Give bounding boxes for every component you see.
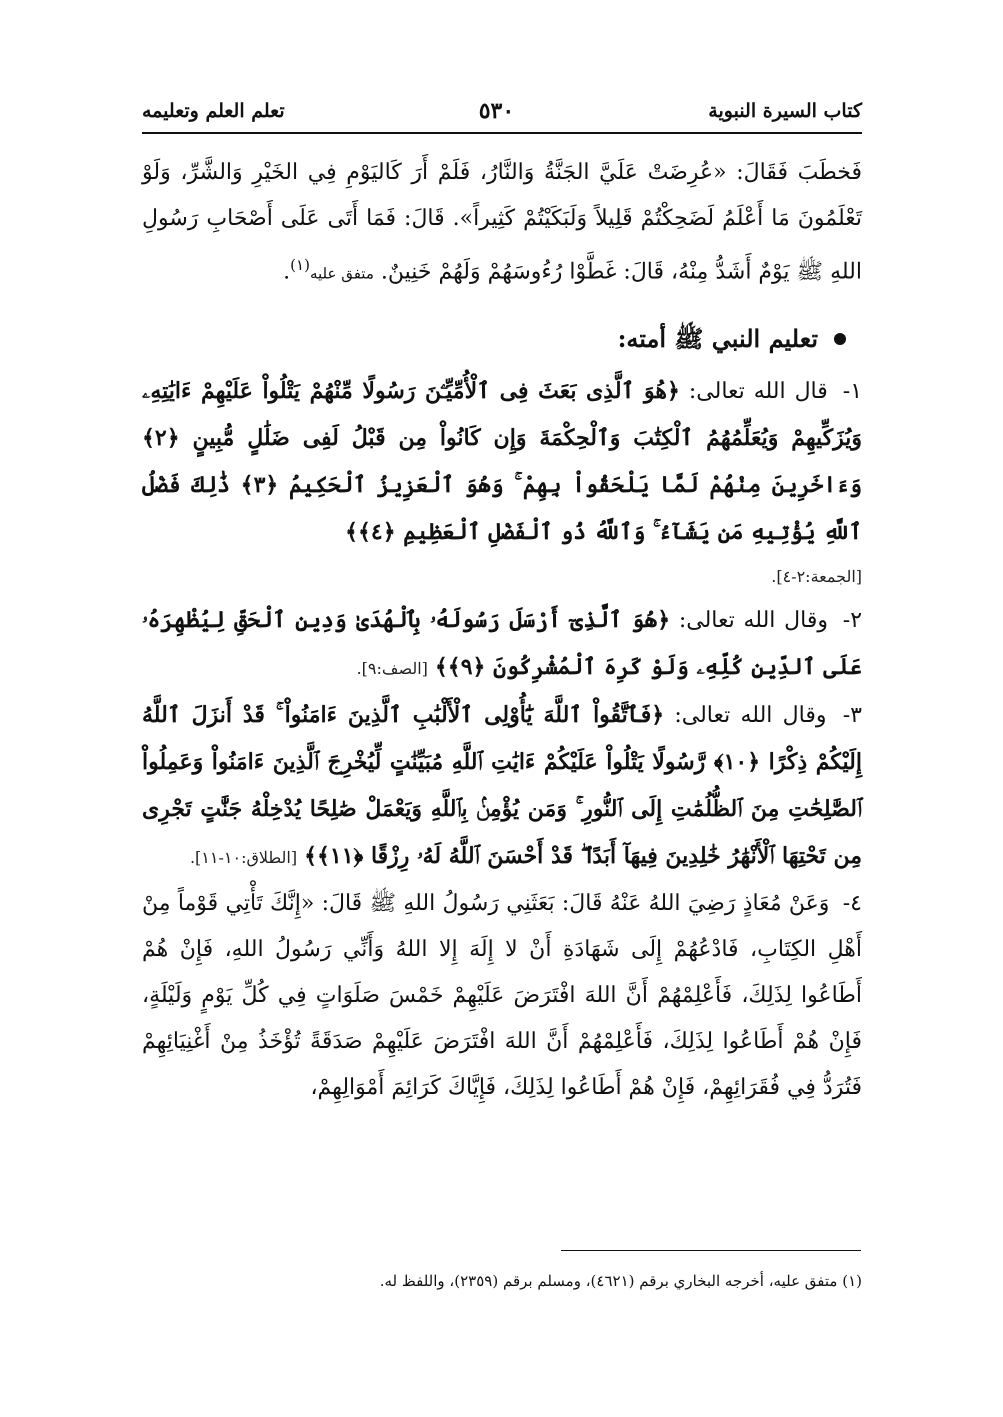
hadith-source: متفق عليه bbox=[309, 264, 374, 283]
item-2-number: ٢- bbox=[842, 608, 863, 634]
item-2-verse: ﴿هُوَ ٱلَّذِىٓ أَرْسَلَ رَسُولَهُۥ بِٱلْهُدَىٰ وَدِينِ ٱلْحَقِّ لِيُظْهِرَهُۥ عَلَى ٱلدِّينِ كُلِّهِۦ وَلَوْ كَرِهَ ٱلْمُشْرِكُونَ ﴿٩﴾﴾ bbox=[142, 607, 862, 681]
list-item-3 bbox=[142, 692, 862, 881]
item-1-reference-line bbox=[142, 556, 862, 597]
list-item-2 bbox=[142, 597, 862, 692]
item-3-intro: وقال الله تعالى: bbox=[674, 703, 827, 729]
page-number: ٥٣٠ bbox=[478, 98, 515, 124]
bullet-icon bbox=[834, 333, 846, 345]
header-rule bbox=[142, 132, 862, 134]
section-heading bbox=[142, 316, 862, 362]
item-4-number: ٤- bbox=[842, 891, 862, 917]
section-heading-text: تعليم النبي ﷺ أمته: bbox=[617, 324, 818, 354]
item-2-intro: وقال الله تعالى: bbox=[678, 608, 828, 634]
item-1-intro: قال الله تعالى: bbox=[688, 379, 828, 405]
hadith-text: فَخطَبَ فَقَالَ: «عُرِضَتْ عَلَيَّ الجَنَّةُ وَالنَّارُ، فَلَمْ أَرَ كَاليَوْمِ فِي الخَيْرِ وَالشَّرِّ، وَلَوْ تَعْلَمُونَ مَا أَعْلَمُ لَضَحِكْتُمْ قَلِيلاً وَلَبَكَيْتُمْ كَثِيراً». قَالَ: فَمَا أَتَى عَلَى أَصْحَابِ رَسُولِ اللهِ ﷺ يَوْمٌ أَشَدُّ مِنْهُ، قَالَ: غَطَّوْا رُءُوسَهُمْ وَلَهُمْ خَنِينٌ. bbox=[142, 160, 862, 285]
list-item-4 bbox=[142, 881, 862, 1111]
item-3-number: ٣- bbox=[842, 703, 862, 729]
item-2-reference: [الصف:٩]. bbox=[356, 659, 428, 679]
list-item-1 bbox=[142, 368, 862, 556]
item-3-verse: ﴿فَٱتَّقُواْ ٱللَّهَ يَٰٓأُوْلِى ٱلْأَلْبَٰبِ ٱلَّذِينَ ءَامَنُواْ ۚ قَدْ أَنزَلَ ٱللَّهُ إِلَيْكُمْ ذِكْرًا ﴿١٠﴾ رَّسُولًا يَتْلُواْ عَلَيْكُمْ ءَايَٰتِ ٱللَّهِ مُبَيِّنَٰتٍ لِّيُخْرِجَ ٱلَّذِينَ ءَامَنُواْ وَعَمِلُواْ ٱلصَّٰلِحَٰتِ مِنَ ٱلظُّلُمَٰتِ إِلَى ٱلنُّورِ ۚ وَمَن يُؤْمِنۢ بِٱللَّهِ وَيَعْمَلْ صَٰلِحًا يُدْخِلْهُ جَنَّٰتٍ تَجْرِى مِن تَحْتِهَا ٱلْأَنْهَٰرُ خَٰلِدِينَ فِيهَآ أَبَدًا ۖ قَدْ أَحْسَنَ ٱللَّهُ لَهُۥ رِزْقًا ﴿١١﴾﴾ bbox=[142, 702, 862, 870]
hadith-paragraph bbox=[142, 150, 862, 296]
footnote-text: (١) متفق عليه، أخرجه البخاري برقم (٤٦٢١)، ومسلم برقم (٢٣٥٩)، واللفظ له. bbox=[379, 1272, 862, 1290]
chapter-title: تعلم العلم وتعليمه bbox=[142, 100, 285, 122]
item-1-number: ١- bbox=[842, 379, 863, 405]
footnote bbox=[142, 1268, 862, 1294]
page-body bbox=[142, 150, 862, 1111]
book-title: كتاب السيرة النبوية bbox=[708, 100, 862, 122]
item-4-text: وَعَنْ مُعَاذٍ رَضِيَ اللهُ عَنْهُ قَالَ: بَعَثَنِي رَسُولُ اللهِ ﷺ قَالَ: «إِنَّكَ تَأْتِي قَوْماً مِنْ أَهْلِ الكِتَابِ، فَادْعُهُمْ إِلَى شَهَادَةِ أَنْ لا إِلَهَ إِلا اللهُ وَأَنِّي رَسُولُ اللهِ، فَإِنْ هُمْ أَطَاعُوا لِذَلِكَ، فَأَعْلِمْهُمْ أَنَّ اللهَ افْتَرَضَ عَلَيْهِمْ خَمْسَ صَلَوَاتٍ فِي كُلِّ يَوْمٍ وَلَيْلَةٍ، فَإِنْ هُمْ أَطَاعُوا لِذَلِكَ، فَأَعْلِمْهُمْ أَنَّ اللهَ افْتَرَضَ عَلَيْهِمْ صَدَقَةً تُؤْخَذُ مِنْ أَغْنِيَائِهِمْ فَتُرَدُّ فِي فُقَرَائِهِمْ، فَإِنْ هُمْ أَطَاعُوا لِذَلِكَ، فَإِيَّاكَ كَرَائِمَ أَمْوَالِهِمْ، bbox=[142, 891, 862, 1101]
page-header bbox=[142, 92, 862, 130]
item-1-reference: [الجمعة:٢-٤]. bbox=[771, 567, 862, 587]
item-1-verse: ﴿هُوَ ٱلَّذِى بَعَثَ فِى ٱلْأُمِّيِّـۧنَ رَسُولًا مِّنْهُمْ يَتْلُواْ عَلَيْهِمْ ءَايَٰتِهِۦ وَيُزَكِّيهِمْ وَيُعَلِّمُهُمُ ٱلْكِتَٰبَ وَٱلْحِكْمَةَ وَإِن كَانُواْ مِن قَبْلُ لَفِى ضَلَٰلٍ مُّبِينٍ ﴿٢﴾ وَءَاخَرِينَ مِنْهُمْ لَمَّا يَلْحَقُواْ بِهِمْ ۚ وَهُوَ ٱلْعَزِيزُ ٱلْحَكِيمُ ﴿٣﴾ ذَٰلِكَ فَضْلُ ٱللَّهِ يُؤْتِيهِ مَن يَشَآءُ ۚ وَٱللَّهُ ذُو ٱلْفَضْلِ ٱلْعَظِيمِ ﴿٤﴾﴾ bbox=[142, 378, 862, 546]
hadith-end: . bbox=[283, 259, 291, 285]
item-3-reference: [الطلاق:١٠-١١]. bbox=[189, 848, 298, 868]
footnote-rule bbox=[561, 1250, 861, 1251]
footnote-marker: (١) bbox=[290, 256, 310, 274]
